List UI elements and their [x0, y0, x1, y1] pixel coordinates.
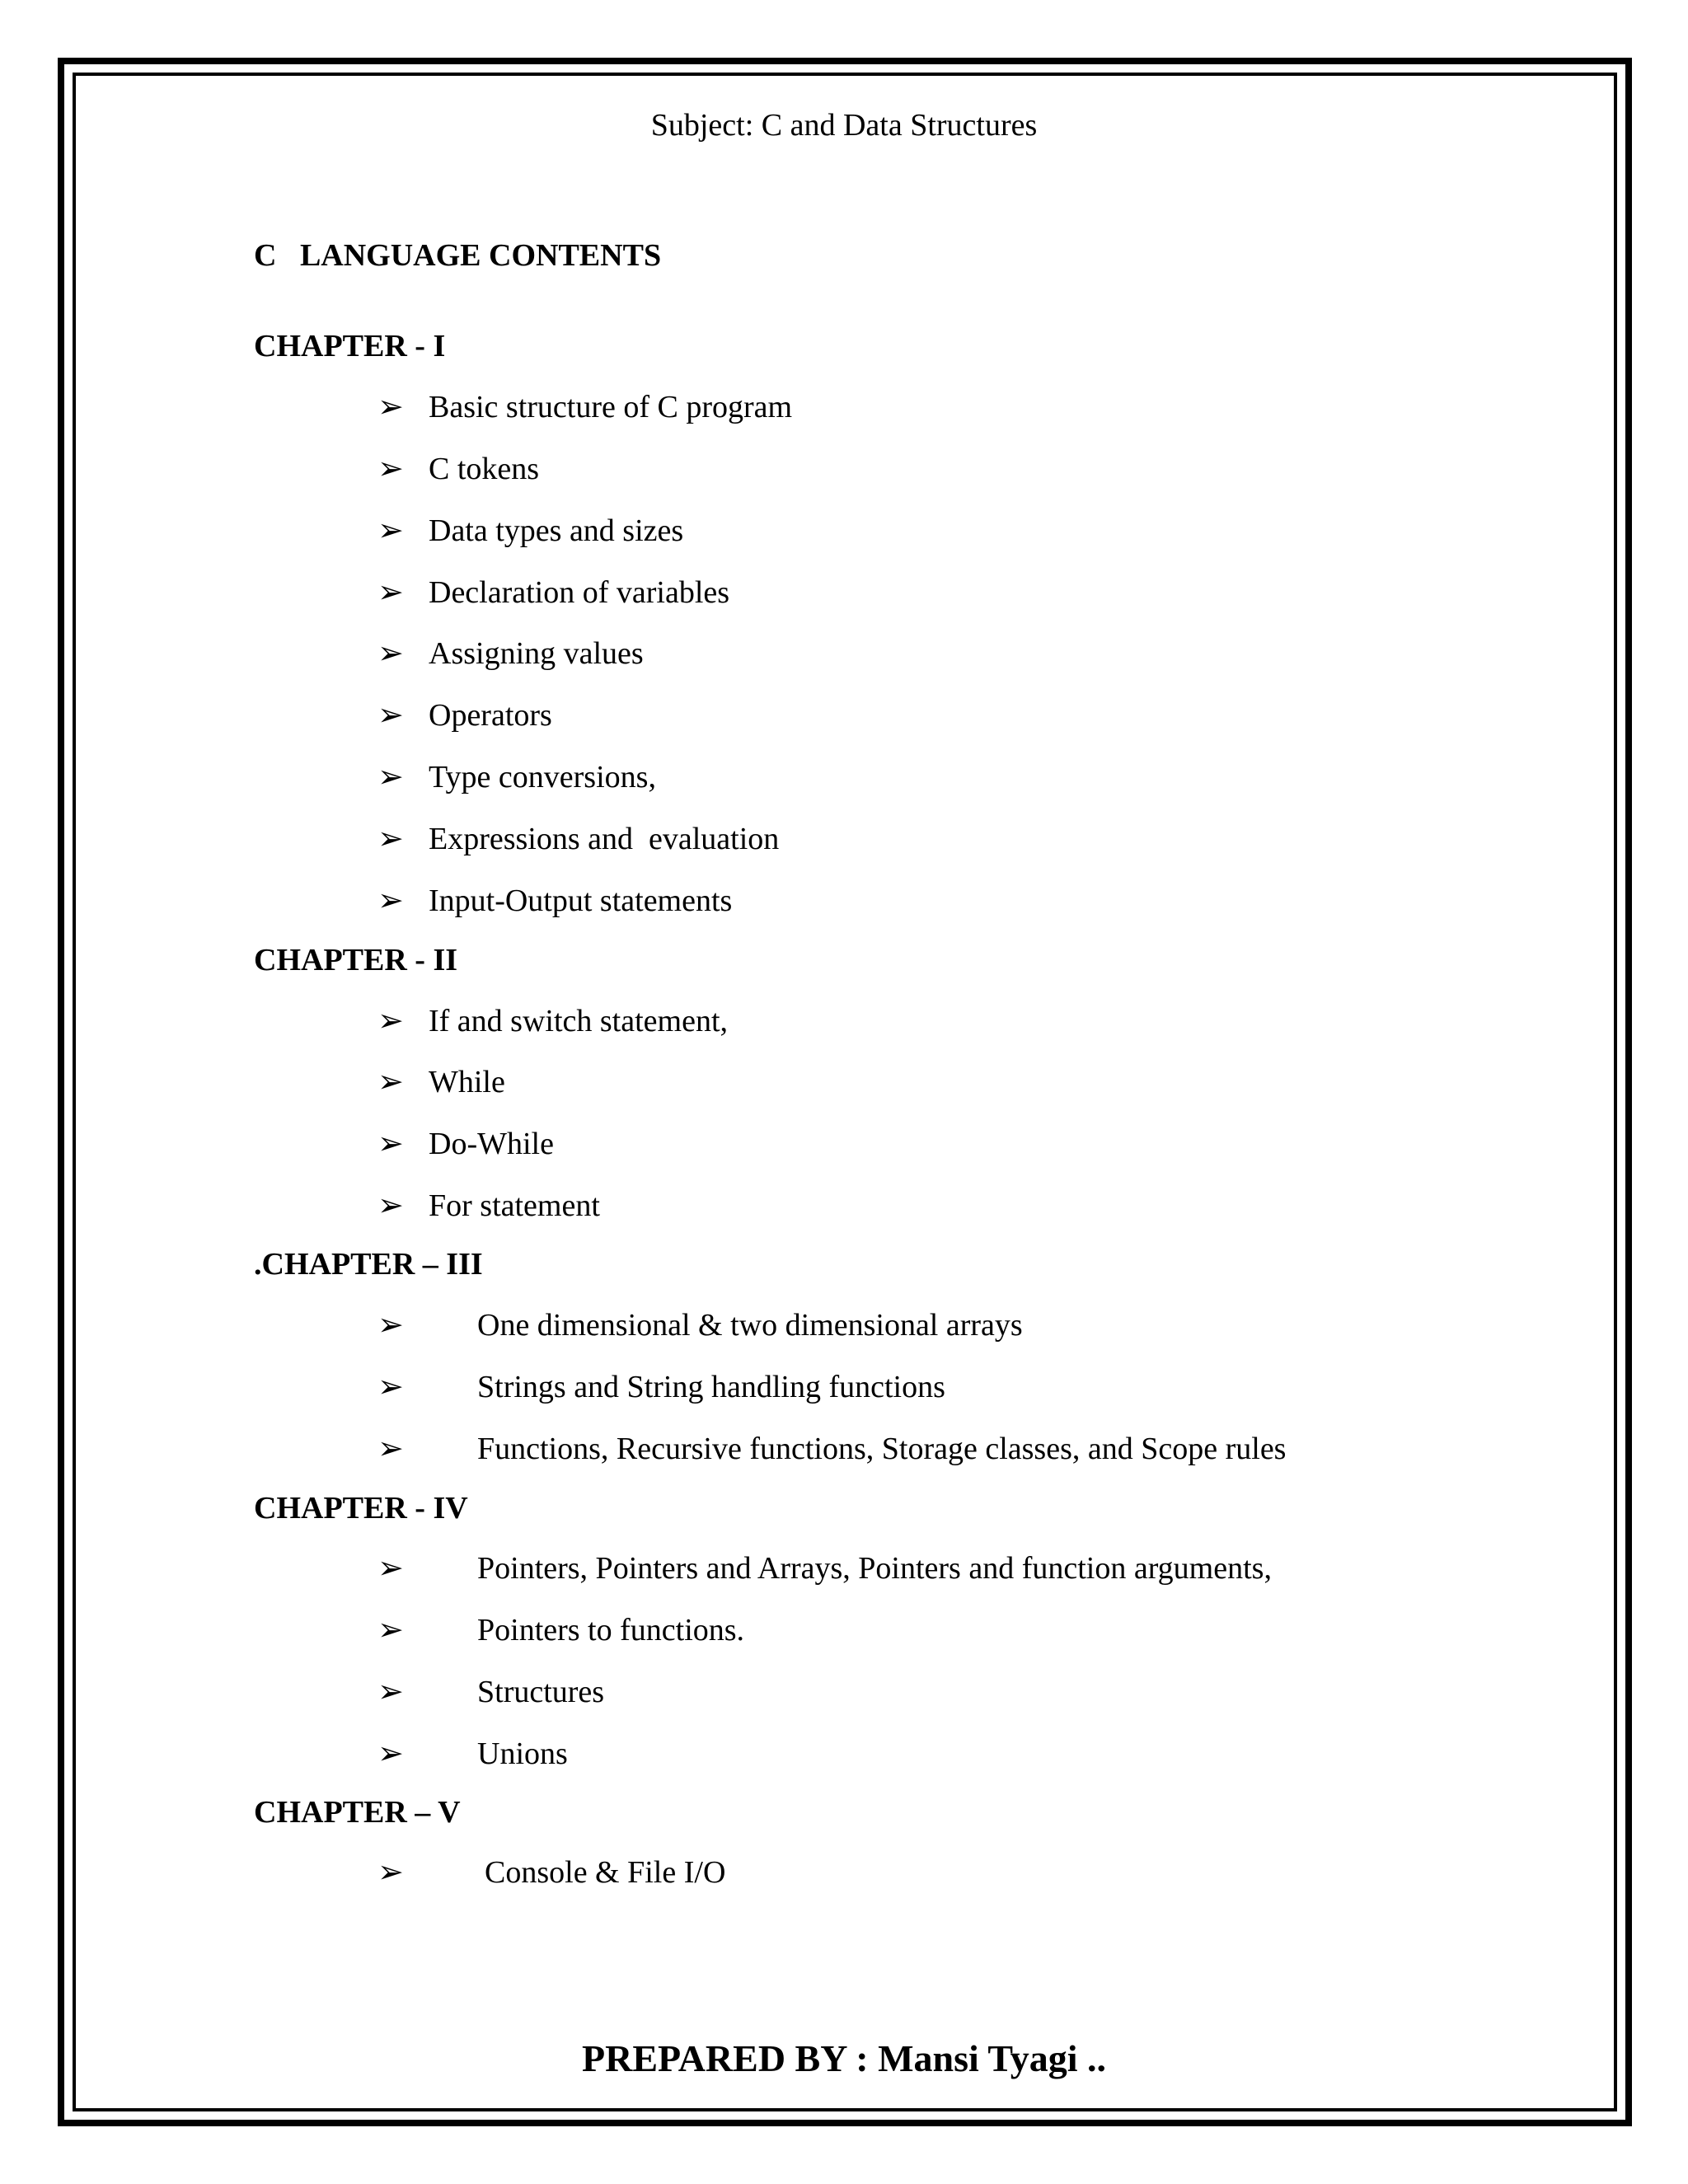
arrowhead-bullet-icon: ➢: [377, 390, 404, 424]
list-item-text: Pointers to functions.: [477, 1613, 745, 1647]
list-item-text: Input-Output statements: [429, 883, 733, 918]
list-item: [377, 754, 656, 800]
arrowhead-bullet-icon: ➢: [377, 883, 404, 918]
arrowhead-bullet-icon: ➢: [377, 1736, 404, 1771]
arrowhead-bullet-icon: ➢: [377, 575, 404, 610]
arrowhead-bullet-icon: ➢: [377, 636, 404, 671]
arrowhead-bullet-icon: ➢: [377, 698, 404, 733]
list-item: [377, 1849, 726, 1896]
list-item: [377, 1302, 1023, 1348]
list-item: [377, 1059, 505, 1105]
list-item: [377, 1364, 945, 1410]
list-item: [377, 1121, 554, 1167]
list-item-text: Data types and sizes: [429, 513, 684, 548]
list-item: [377, 1183, 600, 1229]
list-item-text: Console & File I/O: [485, 1855, 726, 1890]
list-item-text: C tokens: [429, 452, 540, 486]
list-item: [377, 692, 552, 738]
list-item: [377, 816, 780, 862]
arrowhead-bullet-icon: ➢: [377, 1065, 404, 1099]
list-item: [377, 1669, 605, 1715]
arrowhead-bullet-icon: ➢: [377, 513, 404, 548]
arrowhead-bullet-icon: ➢: [377, 1004, 404, 1038]
prepared-by-footer: PREPARED BY : Mansi Tyagi ..: [582, 2037, 1106, 2079]
list-item-text: Operators: [429, 698, 552, 733]
list-item: [377, 569, 730, 616]
list-item-text: Functions, Recursive functions, Storage classes, and Scope rules: [477, 1432, 1287, 1466]
list-item: [377, 508, 684, 554]
arrowhead-bullet-icon: ➢: [377, 1613, 404, 1647]
arrowhead-bullet-icon: ➢: [377, 1855, 404, 1890]
arrowhead-bullet-icon: ➢: [377, 1127, 404, 1161]
list-item-text: Expressions and evaluation: [429, 822, 780, 856]
list-item: [377, 384, 793, 430]
list-item-text: Basic structure of C program: [429, 390, 793, 424]
arrowhead-bullet-icon: ➢: [377, 760, 404, 794]
list-item: [377, 1545, 1272, 1591]
list-item-text: For statement: [429, 1188, 600, 1223]
list-item-text: Strings and String handling functions: [477, 1370, 945, 1404]
list-item-text: Do-While: [429, 1127, 554, 1161]
arrowhead-bullet-icon: ➢: [377, 1308, 404, 1343]
list-item-text: Type conversions,: [429, 760, 656, 794]
chapter-4-heading: CHAPTER - IV: [254, 1491, 468, 1526]
chapter-2-heading: CHAPTER - II: [254, 943, 458, 977]
list-item-text: If and switch statement,: [429, 1004, 729, 1038]
chapter-3-heading: .CHAPTER – III: [254, 1247, 483, 1282]
list-item: [377, 1426, 1287, 1472]
arrowhead-bullet-icon: ➢: [377, 1675, 404, 1709]
list-item-text: Structures: [477, 1675, 605, 1709]
list-item: [377, 1607, 745, 1653]
list-item: [377, 1731, 568, 1777]
list-item-text: Assigning values: [429, 636, 644, 671]
list-item: [377, 630, 644, 677]
arrowhead-bullet-icon: ➢: [377, 1188, 404, 1223]
list-item-text: While: [429, 1065, 505, 1099]
subject-line: Subject: C and Data Structures: [650, 108, 1038, 143]
arrowhead-bullet-icon: ➢: [377, 822, 404, 856]
arrowhead-bullet-icon: ➢: [377, 1551, 404, 1586]
arrowhead-bullet-icon: ➢: [377, 1432, 404, 1466]
list-item-text: Pointers, Pointers and Arrays, Pointers and function arguments,: [477, 1551, 1272, 1586]
chapter-1-heading: CHAPTER - I: [254, 329, 446, 363]
list-item-text: Declaration of variables: [429, 575, 730, 610]
document-title: C LANGUAGE CONTENTS: [254, 238, 662, 273]
arrowhead-bullet-icon: ➢: [377, 452, 404, 486]
list-item: [377, 446, 540, 492]
list-item-text: Unions: [477, 1736, 568, 1771]
list-item-text: One dimensional & two dimensional arrays: [477, 1308, 1023, 1343]
arrowhead-bullet-icon: ➢: [377, 1370, 404, 1404]
list-item: [377, 998, 729, 1044]
list-item: [377, 878, 733, 924]
chapter-5-heading: CHAPTER – V: [254, 1795, 461, 1830]
